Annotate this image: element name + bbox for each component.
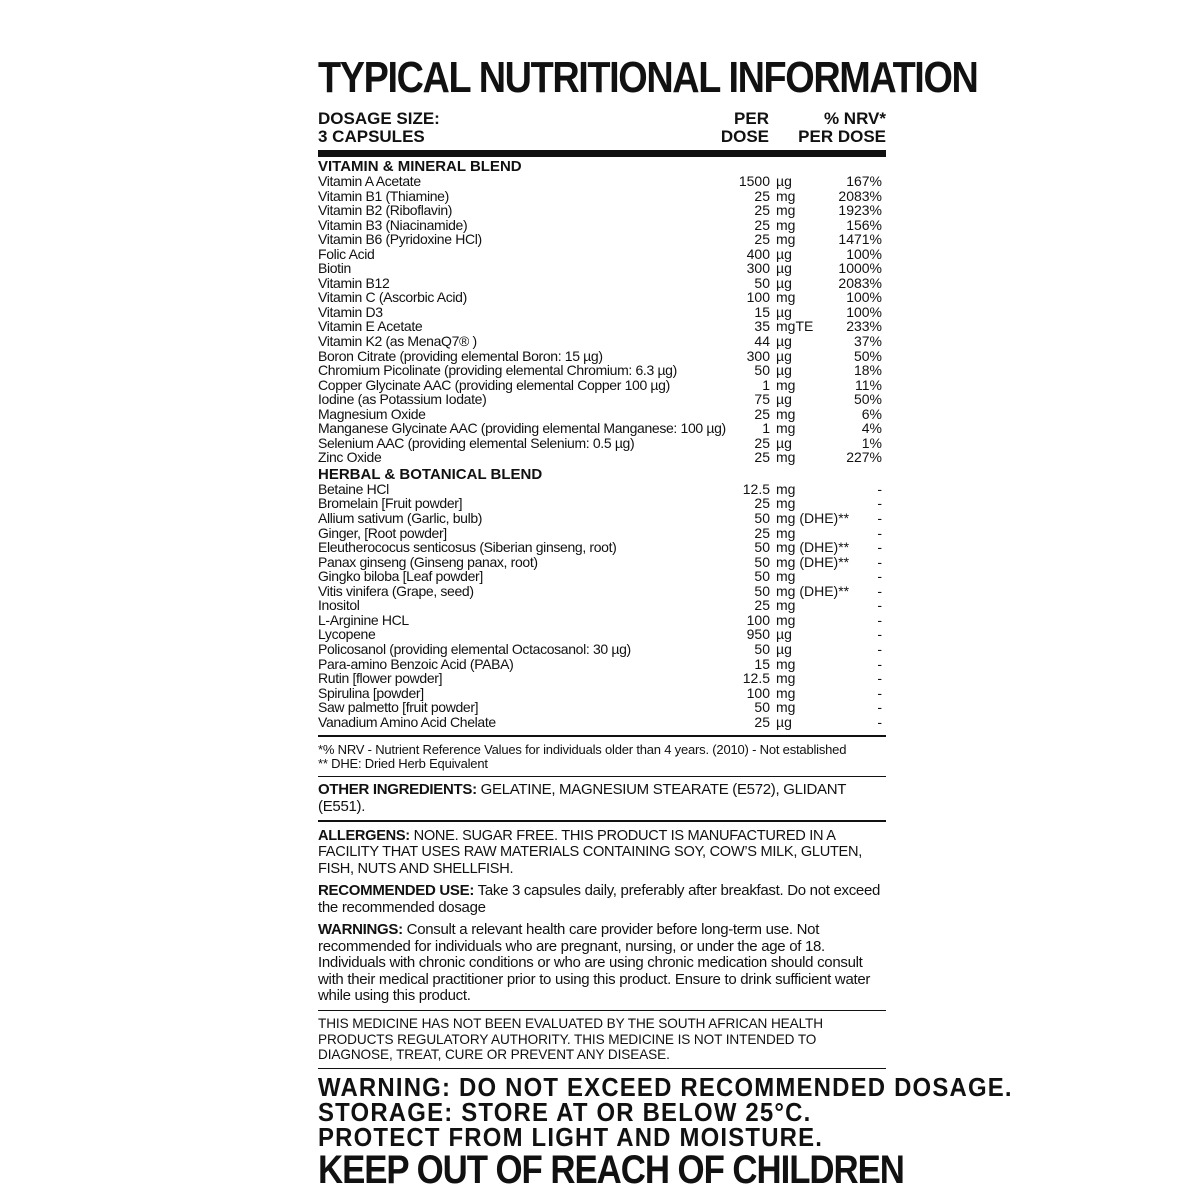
per-dose-line2: DOSE	[720, 127, 769, 146]
ingredient-nrv: 11%	[855, 376, 882, 393]
ingredient-nrv: -	[877, 495, 882, 512]
ingredient-nrv: 156%	[846, 216, 882, 233]
ingredient-unit: µg	[776, 347, 792, 364]
ingredient-nrv: 1000%	[838, 260, 882, 277]
ingredient-unit: mg	[776, 670, 796, 687]
ingredient-name: Boron Citrate (providing elemental Boron: 15 µg)	[318, 347, 603, 364]
recommended-use-text: Take 3 capsules daily, preferably after breakfast. Do not exceed the recommended dosage	[318, 882, 881, 916]
ingredient-amount: 25	[754, 405, 770, 422]
disclaimer-divider	[318, 1068, 886, 1070]
table-row	[318, 290, 886, 305]
ingredient-nrv: 50%	[853, 391, 882, 408]
nutrition-label	[318, 53, 1013, 1193]
ingredient-nrv: 6%	[861, 405, 882, 422]
ingredient-unit: µg	[776, 303, 792, 320]
ingredient-name: Vitamin K2 (as MenaQ7® )	[318, 333, 477, 350]
ingredient-name: Vitamin B2 (Riboflavin)	[318, 202, 453, 219]
table-row	[318, 482, 886, 497]
ingredient-name: Manganese Glycinate AAC (providing elemental Manganese: 100 µg)	[318, 420, 726, 437]
ingredient-unit: mg	[776, 231, 796, 248]
ingredient-name: Vitamin B1 (Thiamine)	[318, 187, 449, 204]
ingredient-amount: 12.5	[742, 670, 770, 687]
ingredient-name: Allium sativum (Garlic, bulb)	[318, 510, 483, 527]
ingredient-nrv: -	[877, 713, 882, 730]
ingredient-unit: mg	[776, 449, 796, 466]
table-row	[318, 436, 886, 451]
ingredient-amount: 400	[746, 245, 770, 262]
ingredient-name: Vanadium Amino Acid Chelate	[318, 713, 496, 730]
table-row	[318, 526, 886, 541]
ingredient-unit: µg	[776, 640, 792, 657]
ingredient-amount: 15	[754, 303, 770, 320]
herbal-section-heading: HERBAL & BOTANICAL BLEND	[318, 465, 543, 483]
table-row	[318, 627, 886, 642]
footnotes	[318, 743, 886, 771]
ingredient-nrv: -	[877, 480, 882, 497]
dosage-size	[318, 110, 440, 146]
ingredient-nrv: 1%	[861, 434, 882, 451]
ingredients-divider	[318, 820, 886, 822]
herbal-rows	[318, 482, 886, 729]
ingredient-name: Vitamin B3 (Niacinamide)	[318, 216, 468, 233]
table-row	[318, 657, 886, 672]
protect-instruction: PROTECT FROM LIGHT AND MOISTURE.	[318, 1122, 824, 1153]
ingredient-unit: µg	[776, 260, 792, 277]
ingredient-amount: 100	[746, 289, 770, 306]
allergens-label: ALLERGENS:	[318, 827, 410, 844]
ingredient-unit: mg (DHE)**	[776, 539, 850, 556]
table-row	[318, 174, 886, 189]
ingredient-name: Vitamin E Acetate	[318, 318, 423, 335]
allergens	[318, 828, 886, 878]
ingredient-amount: 25	[754, 216, 770, 233]
per-dose-line1: PER	[734, 109, 769, 128]
dosage-warning: WARNING: DO NOT EXCEED RECOMMENDED DOSAGE.	[318, 1072, 1013, 1103]
table-row	[318, 218, 886, 233]
ingredient-nrv: -	[877, 539, 882, 556]
ingredient-amount: 25	[754, 449, 770, 466]
ingredient-unit: mg	[776, 699, 796, 716]
dhe-footnote: ** DHE: Dried Herb Equivalent	[318, 755, 488, 771]
ingredient-unit: µg	[776, 362, 792, 379]
ingredient-amount: 300	[746, 347, 770, 364]
warnings-text: Consult a relevant health care provider before long-term use. Not recommended for individuals who are pregnant, nursing, or under the age of 18. Individuals with chronic conditions or who are using chronic medication should consult with their medical practitioner prior to using this product. Ensure to drink sufficient water while using this product.	[318, 921, 871, 1005]
ingredient-unit: mg	[776, 495, 796, 512]
table-row	[318, 700, 886, 715]
per-dose-header	[679, 110, 769, 146]
ingredient-name: Saw palmetto [fruit powder]	[318, 699, 479, 716]
ingredient-name: Selenium AAC (providing elemental Selenium: 0.5 µg)	[318, 434, 635, 451]
ingredient-amount: 50	[754, 699, 770, 716]
table-row	[318, 642, 886, 657]
table-row	[318, 276, 886, 291]
ingredient-amount: 25	[754, 597, 770, 614]
table-row	[318, 392, 886, 407]
vitamin-rows	[318, 174, 886, 465]
ingredient-nrv: 1471%	[838, 231, 882, 248]
ingredient-name: Zinc Oxide	[318, 449, 382, 466]
ingredient-amount: 25	[754, 187, 770, 204]
ingredient-name: Vitamin B12	[318, 274, 390, 291]
table-row	[318, 334, 886, 349]
bottom-warnings	[318, 1072, 1013, 1193]
ingredient-name: Inositol	[318, 597, 360, 614]
ingredient-nrv: 100%	[846, 303, 882, 320]
table-row	[318, 555, 886, 570]
ingredient-amount: 25	[754, 231, 770, 248]
ingredient-name: Magnesium Oxide	[318, 405, 426, 422]
warnings-label: WARNINGS:	[318, 921, 403, 939]
ingredient-name: Policosanol (providing elemental Octacosanol: 30 µg)	[318, 640, 631, 657]
ingredient-amount: 50	[754, 510, 770, 527]
ingredient-unit: µg	[776, 434, 792, 451]
table-row	[318, 305, 886, 320]
ingredient-name: Spirulina [powder]	[318, 684, 424, 701]
ingredient-nrv: 227%	[846, 449, 882, 466]
ingredient-nrv: 100%	[846, 245, 882, 262]
table-row	[318, 261, 886, 276]
table-row	[318, 407, 886, 422]
ingredient-unit: mg (DHE)**	[776, 582, 850, 599]
ingredient-amount: 44	[754, 333, 770, 350]
ingredient-unit: µg	[776, 333, 792, 350]
ingredient-name: Eleutherococus senticosus (Siberian ginseng, root)	[318, 539, 617, 556]
table-header	[318, 110, 886, 146]
table-row	[318, 319, 886, 334]
nrv-header-line2: PER DOSE	[798, 127, 886, 146]
ingredient-name: Gingko biloba [Leaf powder]	[318, 568, 483, 585]
ingredient-nrv: 4%	[861, 420, 882, 437]
ingredient-amount: 15	[754, 655, 770, 672]
ingredient-name: Vitamin B6 (Pyridoxine HCl)	[318, 231, 482, 248]
ingredient-amount: 25	[754, 495, 770, 512]
ingredient-name: Biotin	[318, 260, 351, 277]
ingredient-amount: 75	[754, 391, 770, 408]
ingredient-name: Ginger, [Root powder]	[318, 524, 447, 541]
ingredient-unit: mg	[776, 480, 796, 497]
ingredient-name: Vitamin C (Ascorbic Acid)	[318, 289, 467, 306]
ingredient-amount: 300	[746, 260, 770, 277]
other-ingredients-text: GELATINE, MAGNESIUM STEARATE (E572), GLIDANT (E551).	[318, 781, 846, 815]
table-row	[318, 496, 886, 511]
ingredient-name: Vitamin A Acetate	[318, 173, 421, 189]
ingredient-unit: mg	[776, 568, 796, 585]
ingredient-nrv: 2083%	[838, 187, 882, 204]
ingredient-name: Chromium Picolinate (providing elemental Chromium: 6.3 µg)	[318, 362, 677, 379]
ingredient-unit: mg	[776, 216, 796, 233]
ingredient-unit: mg	[776, 376, 796, 393]
ingredient-nrv: -	[877, 684, 882, 701]
ingredient-amount: 35	[754, 318, 770, 335]
ingredient-nrv: 18%	[853, 362, 882, 379]
ingredient-nrv: -	[877, 524, 882, 541]
table-row	[318, 203, 886, 218]
ingredient-nrv: -	[877, 640, 882, 657]
ingredient-name: L-Arginine HCL	[318, 611, 409, 628]
table-row	[318, 584, 886, 599]
table-row	[318, 378, 886, 393]
ingredient-name: Iodine (as Potassium Iodate)	[318, 391, 487, 408]
ingredient-unit: mg	[776, 405, 796, 422]
ingredient-unit: mg	[776, 611, 796, 628]
recommended-use	[318, 883, 886, 916]
ingredient-nrv: -	[877, 510, 882, 527]
ingredient-name: Rutin [flower powder]	[318, 670, 443, 687]
ingredient-amount: 50	[754, 274, 770, 291]
table-bottom-divider	[318, 735, 886, 737]
vitamin-section-heading: VITAMIN & MINERAL BLEND	[318, 158, 522, 175]
table-row	[318, 569, 886, 584]
ingredient-unit: mg	[776, 524, 796, 541]
ingredient-nrv: 167%	[846, 173, 882, 189]
ingredient-amount: 25	[754, 524, 770, 541]
table-row	[318, 349, 886, 364]
ingredient-name: Panax ginseng (Ginseng panax, root)	[318, 553, 538, 570]
ingredient-unit: mg	[776, 187, 796, 204]
ingredient-nrv: -	[877, 582, 882, 599]
ingredient-nrv: -	[877, 597, 882, 614]
ingredient-unit: µg	[776, 245, 792, 262]
ingredient-name: Folic Acid	[318, 245, 375, 262]
ingredient-unit: µg	[776, 391, 792, 408]
ingredient-nrv: 100%	[846, 289, 882, 306]
ingredient-unit: mg	[776, 597, 796, 614]
ingredient-amount: 25	[754, 713, 770, 730]
ingredient-amount: 50	[754, 640, 770, 657]
nrv-header-line1: % NRV*	[823, 109, 886, 128]
header-divider	[318, 150, 886, 157]
ingredient-nrv: -	[877, 699, 882, 716]
table-row	[318, 247, 886, 262]
ingredient-unit: µg	[776, 173, 792, 189]
table-row	[318, 511, 886, 526]
ingredient-nrv: 233%	[846, 318, 882, 335]
ingredient-amount: 50	[754, 553, 770, 570]
warnings	[318, 922, 886, 1005]
ingredient-amount: 50	[754, 362, 770, 379]
ingredient-unit: mg	[776, 684, 796, 701]
ingredient-amount: 12.5	[742, 480, 770, 497]
ingredient-nrv: 2083%	[838, 274, 882, 291]
ingredient-amount: 25	[754, 434, 770, 451]
ingredient-nrv: -	[877, 568, 882, 585]
ingredient-amount: 100	[746, 684, 770, 701]
ingredient-nrv: -	[877, 553, 882, 570]
ingredient-nrv: -	[877, 626, 882, 643]
ingredient-nrv: -	[877, 611, 882, 628]
other-ingredients-label: OTHER INGREDIENTS:	[318, 781, 477, 799]
ingredient-amount: 25	[754, 202, 770, 219]
ingredient-name: Para-amino Benzoic Acid (PABA)	[318, 655, 514, 672]
ingredient-nrv: 1923%	[838, 202, 882, 219]
other-ingredients	[318, 782, 886, 815]
ingredient-unit: µg	[776, 626, 792, 643]
ingredient-unit: mg	[776, 289, 796, 306]
allergens-text: NONE. SUGAR FREE. THIS PRODUCT IS MANUFACTURED IN A FACILITY THAT USES RAW MATERIALS CONTAINING SOY, COW’S MILK, GLUTEN, FISH, NUTS AND SHELLFISH.	[318, 827, 862, 877]
ingredient-nrv: -	[877, 670, 882, 687]
ingredient-unit: mg	[776, 420, 796, 437]
ingredient-name: Copper Glycinate AAC (providing elemental Copper 100 µg)	[318, 376, 670, 393]
sahpra-disclaimer: THIS MEDICINE HAS NOT BEEN EVALUATED BY THE SOUTH AFRICAN HEALTH PRODUCTS REGULATORY AUTHORITY. THIS MEDICINE IS NOT INTENDED TO DIAGNOSE, TREAT, CURE OR PREVENT ANY DISEASE.	[318, 1016, 823, 1063]
table-row	[318, 715, 886, 730]
nrv-header	[798, 110, 886, 146]
ingredient-name: Bromelain [Fruit powder]	[318, 495, 463, 512]
table-row	[318, 686, 886, 701]
keep-out-of-reach: KEEP OUT OF REACH OF CHILDREN	[318, 1148, 904, 1193]
ingredient-amount: 50	[754, 539, 770, 556]
ingredient-amount: 1500	[738, 173, 770, 189]
ingredient-name: Betaine HCl	[318, 480, 389, 497]
ingredient-amount: 1	[762, 376, 770, 393]
dosage-size-label: DOSAGE SIZE:	[318, 109, 440, 128]
table-row	[318, 540, 886, 555]
ingredient-amount: 50	[754, 582, 770, 599]
ingredient-unit: µg	[776, 713, 792, 730]
ingredient-name: Vitis vinifera (Grape, seed)	[318, 582, 474, 599]
table-row	[318, 189, 886, 204]
ingredient-nrv: -	[877, 655, 882, 672]
ingredient-unit: mg (DHE)**	[776, 553, 850, 570]
ingredient-amount: 100	[746, 611, 770, 628]
ingredient-name: Vitamin D3	[318, 303, 383, 320]
table-row	[318, 363, 886, 378]
table-row	[318, 598, 886, 613]
storage-instruction: STORAGE: STORE AT OR BELOW 25°C.	[318, 1097, 812, 1128]
table-row	[318, 421, 886, 436]
ingredient-nrv: 37%	[853, 333, 882, 350]
ingredient-amount: 1	[762, 420, 770, 437]
ingredient-amount: 50	[754, 568, 770, 585]
ingredient-unit: µg	[776, 274, 792, 291]
table-row	[318, 613, 886, 628]
table-row	[318, 232, 886, 247]
ingredient-unit: mg	[776, 655, 796, 672]
ingredient-unit: mg (DHE)**	[776, 510, 850, 527]
ingredient-amount: 950	[746, 626, 770, 643]
ingredient-nrv: 50%	[853, 347, 882, 364]
footnote-divider	[318, 776, 886, 778]
recommended-use-label: RECOMMENDED USE:	[318, 882, 475, 900]
nrv-footnote: *% NRV - Nutrient Reference Values for individuals older than 4 years. (2010) - Not established	[318, 741, 847, 757]
label-title: TYPICAL NUTRITIONAL INFORMATION	[318, 53, 978, 102]
table-row	[318, 450, 886, 465]
ingredient-name: Lycopene	[318, 626, 376, 643]
ingredient-unit: mg	[776, 202, 796, 219]
ingredient-unit: mgTE	[776, 318, 814, 335]
table-row	[318, 671, 886, 686]
warnings-divider	[318, 1010, 886, 1012]
dosage-size-value: 3 CAPSULES	[318, 127, 425, 146]
